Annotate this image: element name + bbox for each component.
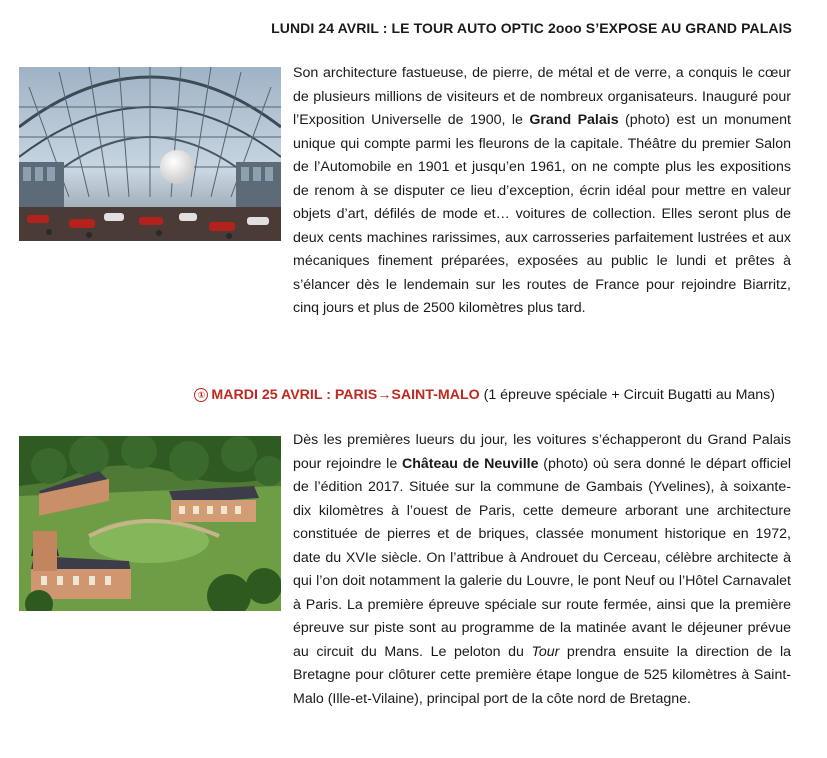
stage-one-number-icon: ① [194,388,208,402]
section2-heading: ① MARDI 25 AVRIL : PARIS→SAINT-MALO (1 épreuve spéciale + Circuit Bugatti au Mans) [194,387,775,403]
tour-italic: Tour [531,643,560,660]
section2-paragraph: Dès les premières lueurs du jour, les voitures s’échapperont du Grand Palais pour rejoindre le Château de Neuville (photo) où sera donné le départ officiel de l’édition 2017. Située sur la commune de Gambais (Yvelines), à soixante-dix kilomètres à l’ouest de Paris, cette demeure arborant une architecture constituée de pierres et de briques, classée monument historique en 1972, date du XVIe siècle. On l’attribue à Androuet du Cerceau, célèbre architecte à qui l’on doit notamment la galerie du Louvre, le pont Neuf ou l’Hôtel Carnavalet à Paris. La première épreuve spéciale sur route fermée, ainsi que la première épreuve sur piste sont au programme de la matinée avant le déjeuner prévue au circuit du Mans. Le peloton du Tour prendra ensuite la direction de la Bretagne pour clôturer cette première étape longue de 525 kilomètres à Saint-Malo (Ille-et-Vilaine), principal port de la côte nord de Bretagne. [293,432,792,707]
section1-paragraph: Son architecture fastueuse, de pierre, de métal et de verre, a conquis le cœur de plusieurs millions de visiteurs et de nombreux organisateurs. Inauguré pour l’Exposition Universelle de 1900, le Grand Palais (photo) est un monument unique qui compte parmi les fleurons de la capitale. Théâtre du premier Salon de l’Automobile en 1901 et jusqu’en 1961, on ne compte plus les expositions de renom à se disputer ce lieu d’exception, écrin idéal pour mettre en valeur objets d’art, défilés de mode et… voitures de collection. Elles seront plus de deux cents machines rarissimes, aux carrosseries parfaitement lustrées et aux mécaniques finement préparées, exposées au public le lundi et prêtes à s’élancer dès le lendemain sur les routes de France pour rejoindre Biarritz, cinq jours et plus de 2500 kilomètres plus tard. [293,65,791,316]
section1-heading: LUNDI 24 AVRIL : LE TOUR AUTO OPTIC 2ooo S’EXPOSE AU GRAND PALAIS [271,20,792,36]
arrow-right-icon: → [377,387,392,403]
chateau-name: Château de Neuville [402,455,539,472]
grand-palais-name: Grand Palais [529,112,619,128]
grand-palais-photo [19,67,281,241]
chateau-de-neuville-photo [19,436,281,611]
